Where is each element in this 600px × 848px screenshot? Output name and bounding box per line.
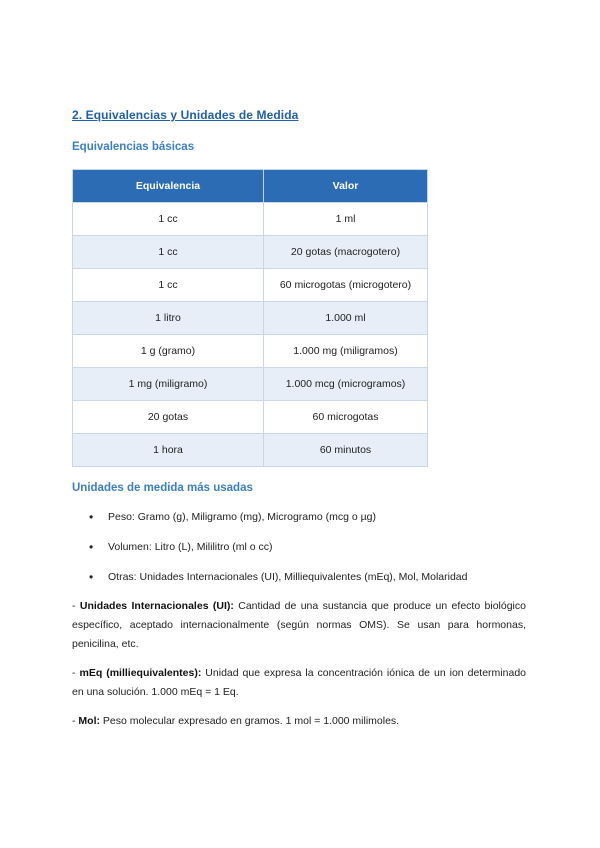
basic-equivalences-subtitle: Equivalencias básicas: [72, 141, 195, 153]
table-header-equivalencia: Equivalencia: [73, 170, 264, 203]
table-header-row: [73, 170, 428, 203]
table-cell-valor: 1 ml: [264, 203, 428, 236]
definition-prefix: -: [72, 715, 79, 727]
table-cell-valor: 60 microgotas: [264, 401, 428, 434]
table-row: [73, 335, 428, 368]
list-item: • Otras: Unidades Internacionales (UI), Milliequivalentes (mEq), Mol, Molaridad: [72, 565, 532, 595]
units-list: [72, 505, 532, 595]
table-row: [73, 302, 428, 335]
table-row: [73, 236, 428, 269]
table-cell-valor: 1.000 mg (miligramos): [264, 335, 428, 368]
table-row: [73, 401, 428, 434]
definition-ui: [72, 597, 526, 654]
units-subtitle: Unidades de medida más usadas: [72, 482, 253, 494]
table-row: [73, 203, 428, 236]
definition-term: mEq (milliequivalentes):: [79, 667, 202, 679]
table-row: [73, 269, 428, 302]
table-cell-equivalencia: 1 cc: [73, 236, 264, 269]
table-cell-equivalencia: 1 hora: [73, 434, 264, 467]
table-header-valor: Valor: [264, 170, 428, 203]
table-cell-equivalencia: 1 litro: [73, 302, 264, 335]
table-cell-equivalencia: 1 g (gramo): [73, 335, 264, 368]
table-cell-equivalencia: 1 mg (miligramo): [73, 368, 264, 401]
table-cell-valor: 1.000 ml: [264, 302, 428, 335]
table-row: [73, 434, 428, 467]
definition-prefix: -: [72, 600, 80, 612]
definition-text: Cantidad de una sustancia que produce un efecto biológico específico, aceptado internacionalmente (según normas OMS). Se usan para hormonas, penicilina, etc.: [72, 600, 526, 650]
definition-meq: [72, 664, 526, 702]
table-cell-valor: 20 gotas (macrogotero): [264, 236, 428, 269]
definition-text: Unidad que expresa la concentración iónica de un ion determinado en una solución. 1.000 mEq = 1 Eq.: [72, 667, 526, 698]
table-cell-equivalencia: 1 cc: [73, 269, 264, 302]
definition-mol: [72, 712, 526, 731]
equivalences-table: [72, 169, 428, 467]
table-cell-valor: 60 minutos: [264, 434, 428, 467]
definition-term: Unidades Internacionales (UI):: [79, 600, 234, 612]
definition-term: Mol:: [78, 715, 100, 727]
section-title: 2. Equivalencias y Unidades de Medida: [72, 108, 299, 122]
table-cell-valor: 60 microgotas (microgotero): [264, 269, 428, 302]
list-item: • Volumen: Litro (L), Mililitro (ml o cc): [72, 535, 532, 565]
table-cell-valor: 1.000 mcg (microgramos): [264, 368, 428, 401]
definition-prefix: -: [72, 667, 80, 679]
list-item: • Peso: Gramo (g), Miligramo (mg), Microgramo (mcg o µg): [72, 505, 532, 535]
table-cell-equivalencia: 20 gotas: [73, 401, 264, 434]
table-cell-equivalencia: 1 cc: [73, 203, 264, 236]
table-row: [73, 368, 428, 401]
definition-text: Peso molecular expresado en gramos. 1 mol = 1.000 milimoles.: [100, 715, 400, 727]
